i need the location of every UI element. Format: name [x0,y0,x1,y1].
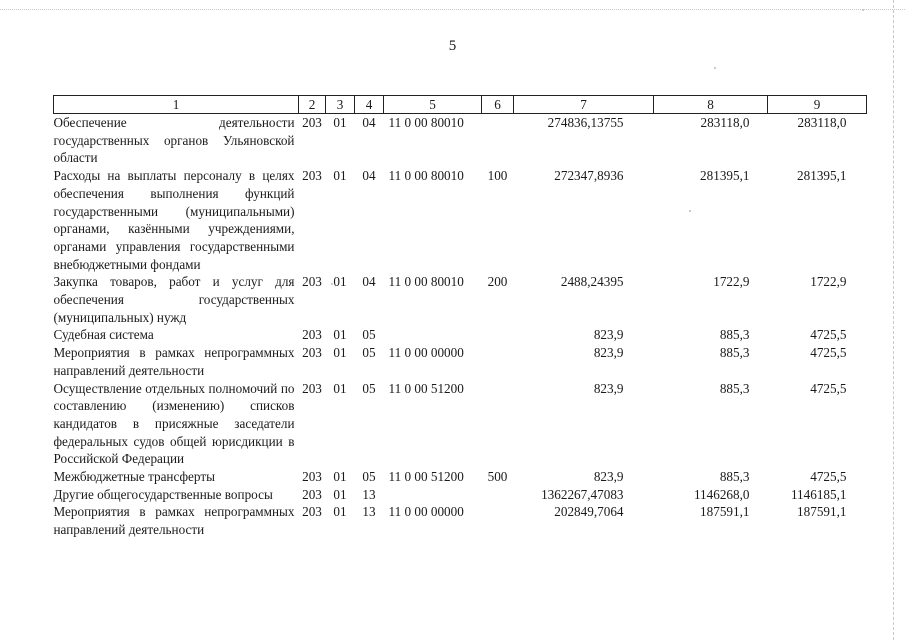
column-header: 8 [654,96,768,114]
expense-type [482,503,514,538]
column-header: 1 [54,96,299,114]
expense-name: Расходы на выплаты персоналу в целях обеспечения выполнения функций государственными (муниципальными) органами, казёнными учреждениями, органами управления государственными внебюджетными фондами [53,168,295,272]
table-row [54,273,867,326]
ministry-code: 203 [302,469,322,485]
expense-name: Межбюджетные трансферты [53,469,215,485]
amount-col7: 823,9 [593,380,624,396]
column-header: 4 [355,96,384,114]
expense-type [482,344,514,379]
section-code: 01 [333,345,347,361]
ministry-code: 203 [302,115,322,130]
amount-col8: 885,3 [719,469,750,485]
amount-col9: 1722,9 [810,274,847,290]
subsection-code: 04 [362,168,376,184]
expense-type [482,114,514,168]
subsection-code: 05 [362,380,376,396]
column-header: 9 [768,96,867,114]
amount-col7: 823,9 [593,469,624,485]
amount-col8: 1146268,0 [693,486,750,502]
table-row [54,326,867,344]
target-article [384,486,482,504]
section-code: 01 [333,469,347,485]
expense-type [482,326,514,344]
ministry-code: 203 [302,504,322,520]
amount-col9: 1146185,1 [790,486,847,502]
amount-col9: 4725,5 [810,345,847,361]
section-code: 01 [333,168,347,184]
table-row [54,503,867,538]
amount-col7: 2488,24395 [560,274,624,290]
scan-edge-right [893,0,894,640]
section-code: 01 [333,327,347,343]
expense-name: Осуществление отдельных полномочий по составлению (изменению) списков кандидатов в присяжные заседатели федеральных судов общей юрисдикции в Российской Федерации [53,380,295,467]
subsection-code: 13 [362,486,376,502]
amount-col9: 4725,5 [810,469,847,485]
expense-name: Мероприятия в рамках непрограммных направлений деятельности [53,504,295,538]
amount-col7: 823,9 [593,345,624,361]
scan-speck [862,9,864,11]
ministry-code: 203 [302,327,322,343]
section-code: 01 [333,380,347,396]
expense-type [482,486,514,504]
amount-col7: 202849,7064 [554,504,624,520]
subsection-code: 05 [362,469,376,485]
scan-speck [714,67,716,69]
target-article: 11 0 00 80010 [388,168,464,184]
subsection-code: 13 [362,504,376,520]
amount-col9: 281395,1 [797,168,847,184]
subsection-code: 05 [362,345,376,361]
amount-col8: 281395,1 [700,168,750,184]
amount-col7: 272347,8936 [554,168,624,184]
column-header: 7 [514,96,654,114]
budget-table [53,95,867,539]
amount-col9: 4725,5 [810,380,847,396]
section-code: 01 [333,504,347,520]
subsection-code: 04 [362,274,376,290]
amount-col8: 187591,1 [700,504,750,520]
ministry-code: 203 [302,380,322,396]
expense-name: Закупка товаров, работ и услуг для обеспечения государственных (муниципальных) нужд [53,274,295,325]
subsection-code: 04 [362,115,376,130]
amount-col7: 823,9 [593,327,624,343]
expense-name: Другие общегосударственные вопросы [53,486,273,502]
amount-col7: 1362267,47083 [541,486,624,502]
table-row [54,167,867,273]
table-row [54,344,867,379]
amount-col8: 885,3 [719,345,750,361]
column-header: 5 [384,96,482,114]
target-article: 11 0 00 51200 [388,380,464,396]
target-article [384,326,482,344]
table-row [54,380,867,469]
expense-type: 100 [487,168,508,184]
section-code: 01 [333,274,347,290]
amount-col8: 1722,9 [713,274,750,290]
section-code: 01 [333,486,347,502]
expense-type: 500 [487,469,508,485]
header-row [54,96,867,114]
amount-col9: 187591,1 [797,504,847,520]
expense-type [482,380,514,469]
amount-col8: 283118,0 [700,115,750,130]
subsection-code: 05 [362,327,376,343]
amount-col8: 885,3 [719,327,750,343]
amount-col9: 283118,0 [797,115,847,130]
page-number: 5 [448,38,457,54]
column-header: 2 [299,96,326,114]
scan-edge-top [0,9,905,10]
amount-col9: 4725,5 [810,327,847,343]
expense-name: Обеспечение деятельности государственных органов Ульяновской области [53,115,295,166]
expense-type: 200 [487,274,508,290]
ministry-code: 203 [302,168,322,184]
target-article: 11 0 00 51200 [388,469,464,485]
target-article: 11 0 00 80010 [388,115,464,130]
ministry-code: 203 [302,345,322,361]
ministry-code: 203 [302,486,322,502]
table-row [54,486,867,504]
column-header: 6 [482,96,514,114]
table-row [54,114,867,168]
target-article: 11 0 00 80010 [388,274,464,290]
ministry-code: 203 [302,274,322,290]
target-article: 11 0 00 00000 [388,504,464,520]
expense-name: Мероприятия в рамках непрограммных направлений деятельности [53,345,295,378]
target-article: 11 0 00 00000 [388,345,464,361]
section-code: 01 [333,115,347,130]
expense-name: Судебная система [53,327,154,343]
table-row [54,468,867,486]
amount-col7: 274836,13755 [547,115,624,130]
column-header: 3 [326,96,355,114]
amount-col8: 885,3 [719,380,750,396]
